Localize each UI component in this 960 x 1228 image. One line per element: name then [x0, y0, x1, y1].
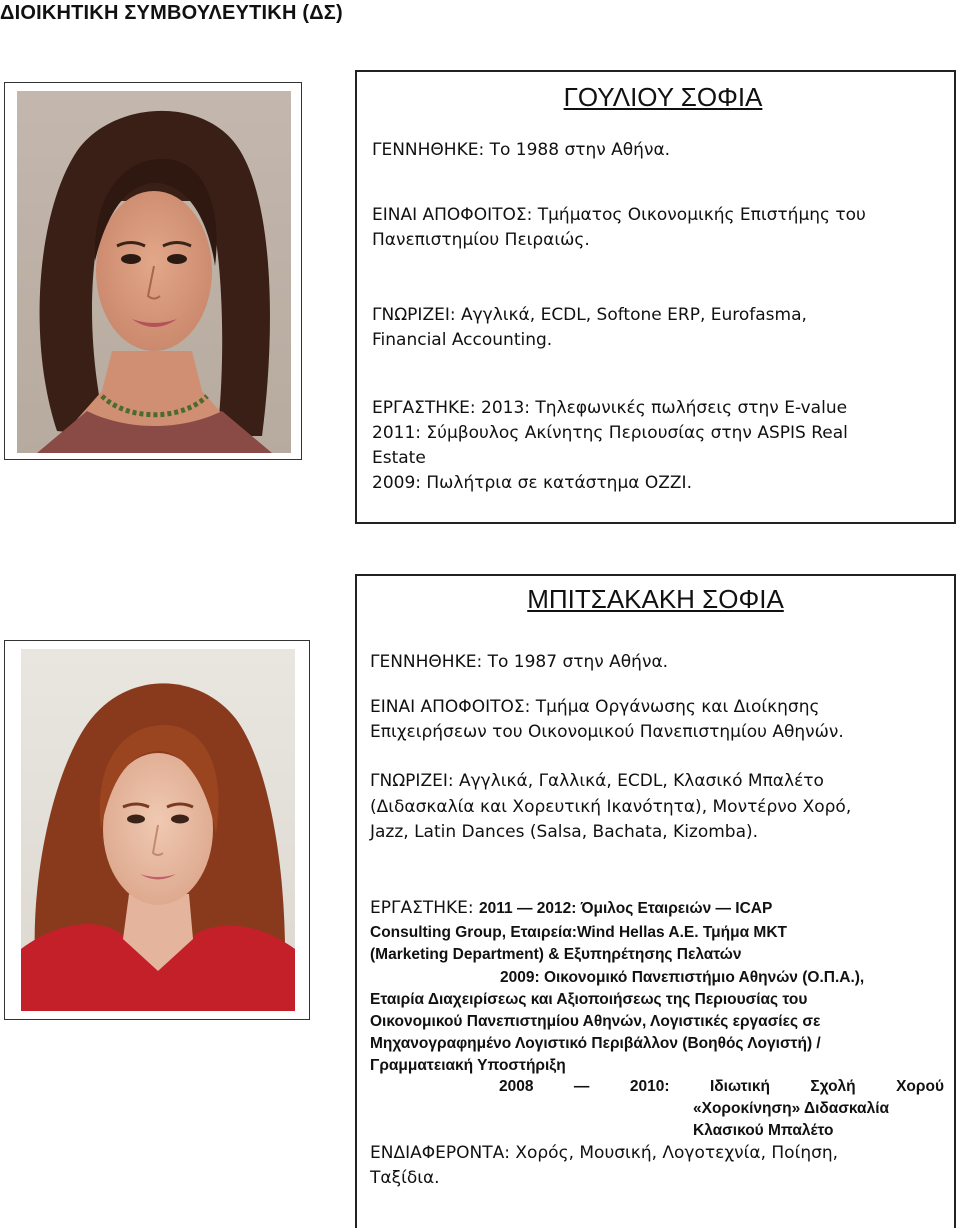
profile-name-1: ΓΟΥΛΙΟΥ ΣΟΦΙΑ: [563, 82, 763, 112]
profile-name-2: ΜΠΙΤΣΑΚΑΚΗ ΣΟΦΙΑ: [527, 584, 784, 614]
worked-1-line-1: ΕΡΓΑΣΤΗΚΕ: 2013: Τηλεφωνικές πωλήσεις στην E-value: [372, 398, 848, 418]
worked-2-line-2: Consulting Group, Εταιρεία:Wind Hellas A.E. Τμήμα ΜΚΤ: [370, 924, 787, 941]
worked-2-2008-w2: Σχολή: [810, 1078, 856, 1095]
worked-1-line-2: 2011: Σύμβουλος Ακίνητης Περιουσίας στην ASPIS Real: [372, 423, 848, 443]
worked-2-line-7: Μηχανογραφημένο Λογιστικό Περιβάλλον (Βοηθός Λογιστή) /: [370, 1035, 821, 1052]
portrait-gouliou-image: [17, 91, 291, 453]
worked-2-line-8: Γραμματειακή Υποστήριξη: [370, 1057, 566, 1074]
knows-2-line-3: Jazz, Latin Dances (Salsa, Bachata, Kizomba).: [370, 822, 759, 842]
worked-2-2008-w1: Ιδιωτική: [709, 1078, 770, 1095]
worked-1-line-4: 2009: Πωλήτρια σε κατάστημα OZZI.: [372, 473, 692, 493]
worked-2-line-6: Οικονομικού Πανεπιστημίου Αθηνών, Λογιστικές εργασίες σε: [370, 1013, 821, 1030]
worked-2-first: [370, 896, 772, 921]
worked-2-period-1: 2011 — 2012: Όμιλος Εταιρειών — ICAP: [479, 900, 773, 917]
photo-frame-1: [4, 82, 302, 460]
page-heading: ΔΙΟΙΚΗΤΙΚΗ ΣΥΜΒΟΥΛΕΥΤΙΚΗ (ΔΣ): [0, 2, 343, 24]
worked-2-2008-w3: Χορού: [896, 1078, 944, 1095]
knows-2-line-2: (Διδασκαλία και Χορευτική Ικανότητα), Μοντέρνο Χορό,: [370, 797, 852, 817]
interests-2-line-1: ΕΝΔΙΑΦΕΡΟΝΤΑ: Χορός, Μουσική, Λογοτεχνία, Ποίηση,: [370, 1143, 839, 1163]
worked-2-line-5: Εταιρία Διαχειρίσεως και Αξιοποιήσεως της Περιουσίας του: [370, 991, 808, 1008]
worked-2-label: ΕΡΓΑΣΤΗΚΕ:: [370, 898, 474, 918]
worked-2-line-4: 2009: Οικονομικό Πανεπιστήμιο Αθηνών (Ο.Π.Α.),: [500, 969, 865, 986]
profile-box-2: [355, 574, 956, 1228]
graduate-2-line-1: ΕΙΝΑΙ ΑΠΟΦΟΙΤΟΣ: Τμήμα Οργάνωσης και Διοίκησης: [370, 697, 820, 717]
graduate-2-line-2: Επιχειρήσεων του Οικονομικού Πανεπιστημίου Αθηνών.: [370, 722, 844, 742]
portrait-bitsakaki-image: [21, 649, 295, 1011]
photo-frame-2: [4, 640, 310, 1020]
knows-1-line-2: Financial Accounting.: [372, 330, 553, 350]
worked-2-2008-start: 2008: [499, 1078, 534, 1095]
graduate-1-line-1: ΕΙΝΑΙ ΑΠΟΦΟΙΤΟΣ: Τμήματος Οικονομικής Επιστήμης του: [372, 205, 866, 225]
profile-box-1: [355, 70, 956, 524]
worked-2-2008-line-2: «Χοροκίνηση» Διδασκαλία: [693, 1100, 890, 1117]
worked-2-2008-end: 2010:: [629, 1078, 670, 1095]
knows-1-line-1: ΓΝΩΡΙΖΕΙ: Αγγλικά, ECDL, Softone ERP, Eurofasma,: [372, 305, 807, 325]
worked-2-line-3: (Marketing Department) & Εξυπηρέτησης Πελατών: [370, 946, 742, 963]
interests-2-line-2: Ταξίδια.: [370, 1168, 440, 1188]
worked-2-2008-line-3: Κλασικού Μπαλέτο: [693, 1122, 834, 1139]
born-2: ΓΕΝΝΗΘΗΚΕ: Το 1987 στην Αθήνα.: [370, 652, 669, 672]
graduate-1-line-2: Πανεπιστημίου Πειραιώς.: [372, 230, 590, 250]
knows-2-line-1: ΓΝΩΡΙΖΕΙ: Αγγλικά, Γαλλικά, ECDL, Κλασικό Μπαλέτο: [370, 771, 824, 791]
worked-2-2008-dash: —: [573, 1078, 590, 1095]
worked-1-line-3: Estate: [372, 448, 426, 468]
born-1: ΓΕΝΝΗΘΗΚΕ: Το 1988 στην Αθήνα.: [372, 140, 671, 160]
